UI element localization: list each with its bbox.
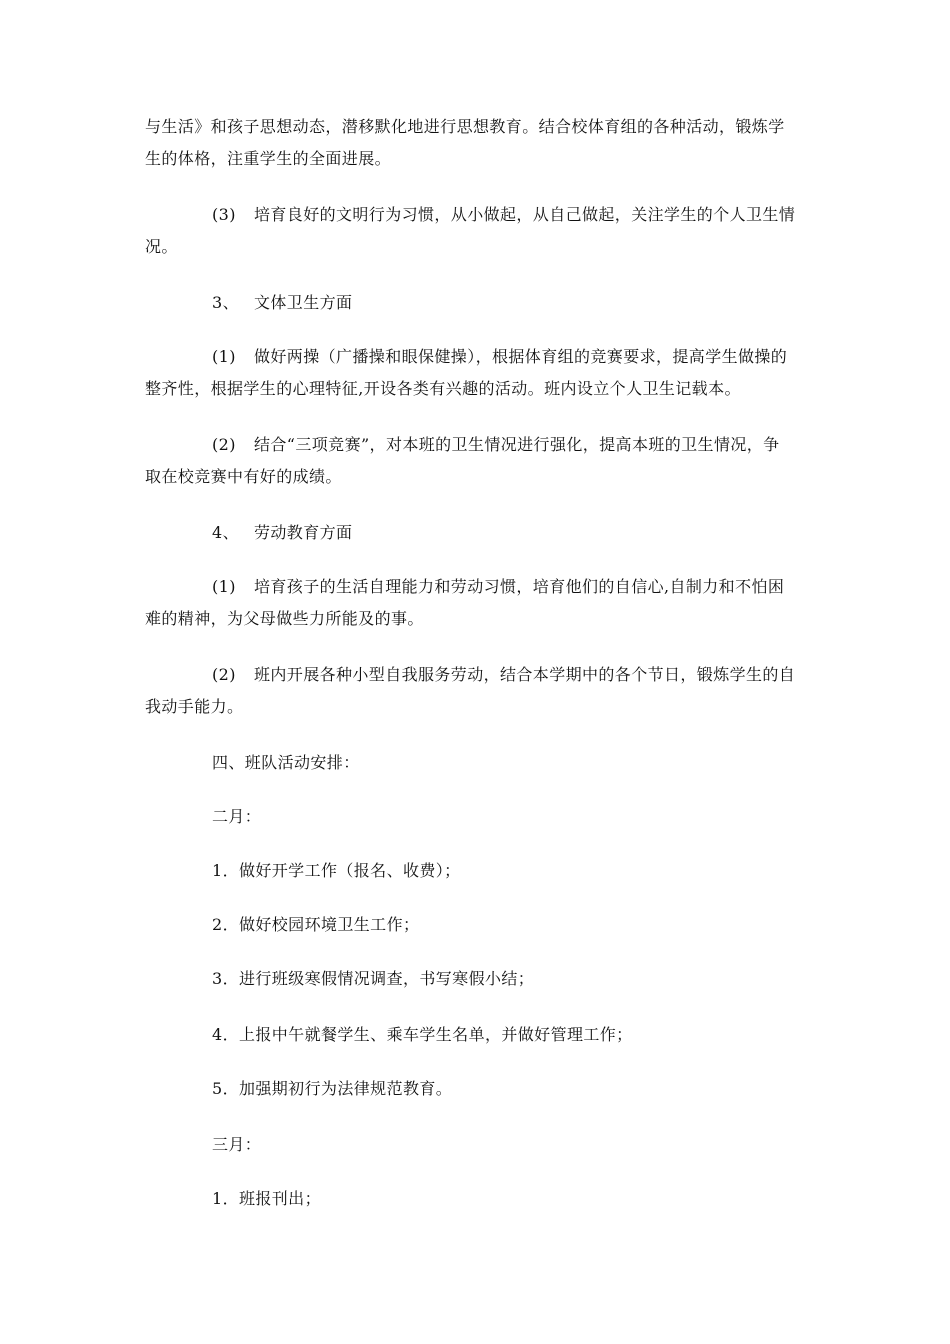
paragraph-line: 况。 bbox=[145, 237, 178, 256]
paragraph-line: 我动手能力。 bbox=[145, 697, 244, 716]
list-item: 1．班报刊出； bbox=[212, 1189, 321, 1208]
list-item: 4．上报中午就餐学生、乘车学生名单，并做好管理工作； bbox=[212, 1025, 633, 1044]
list-item: 5．加强期初行为法律规范教育。 bbox=[212, 1079, 453, 1098]
list-item-3 bbox=[212, 204, 877, 226]
section-number: 3、 bbox=[212, 293, 239, 312]
paragraph-line: 整齐性，根据学生的心理特征,开设各类有兴趣的活动。班内设立个人卫生记载本。 bbox=[145, 379, 741, 398]
section-title: 文体卫生方面 bbox=[254, 293, 353, 312]
item-number: (2) bbox=[212, 435, 236, 454]
heading-activities: 四、班队活动安排： bbox=[212, 753, 360, 772]
item-text: 培育孩子的生活自理能力和劳动习惯，培育他们的自信心,自制力和不怕困 bbox=[254, 577, 785, 596]
item-text: 培育良好的文明行为习惯，从小做起，从自己做起，关注学生的个人卫生情 bbox=[254, 205, 796, 224]
item-number: (1) bbox=[212, 347, 236, 366]
item-text: 班内开展各种小型自我服务劳动，结合本学期中的各个节日，锻炼学生的自 bbox=[254, 665, 796, 684]
list-item: 3．进行班级寒假情况调查，书写寒假小结； bbox=[212, 969, 535, 988]
section-heading-4 bbox=[212, 522, 877, 544]
month-label-february: 二月： bbox=[212, 807, 262, 826]
paragraph-line: 与生活》和孩子思想动态，潜移默化地进行思想教育。结合校体育组的各种活动，锻炼学 bbox=[145, 117, 785, 136]
item-number: (1) bbox=[212, 577, 236, 596]
list-item-2 bbox=[212, 664, 877, 686]
month-label-march: 三月： bbox=[212, 1135, 262, 1154]
section-number: 4、 bbox=[212, 523, 239, 542]
item-text: 做好两操（广播操和眼保健操），根据体育组的竞赛要求，提高学生做操的 bbox=[254, 347, 788, 366]
paragraph-line: 生的体格，注重学生的全面进展。 bbox=[145, 149, 392, 168]
list-item-1 bbox=[212, 576, 877, 598]
section-heading-3 bbox=[212, 292, 877, 314]
item-text: 结合“三项竞赛”，对本班的卫生情况进行强化，提高本班的卫生情况，争 bbox=[254, 435, 780, 454]
item-number: (2) bbox=[212, 665, 236, 684]
section-title: 劳动教育方面 bbox=[254, 523, 353, 542]
paragraph-line: 难的精神，为父母做些力所能及的事。 bbox=[145, 609, 424, 628]
paragraph-line: 取在校竞赛中有好的成绩。 bbox=[145, 467, 342, 486]
list-item-2 bbox=[212, 434, 877, 456]
list-item-1 bbox=[212, 346, 877, 368]
list-item: 1．做好开学工作（报名、收费）； bbox=[212, 861, 461, 880]
list-item: 2．做好校园环境卫生工作； bbox=[212, 915, 420, 934]
item-number: (3) bbox=[212, 205, 236, 224]
